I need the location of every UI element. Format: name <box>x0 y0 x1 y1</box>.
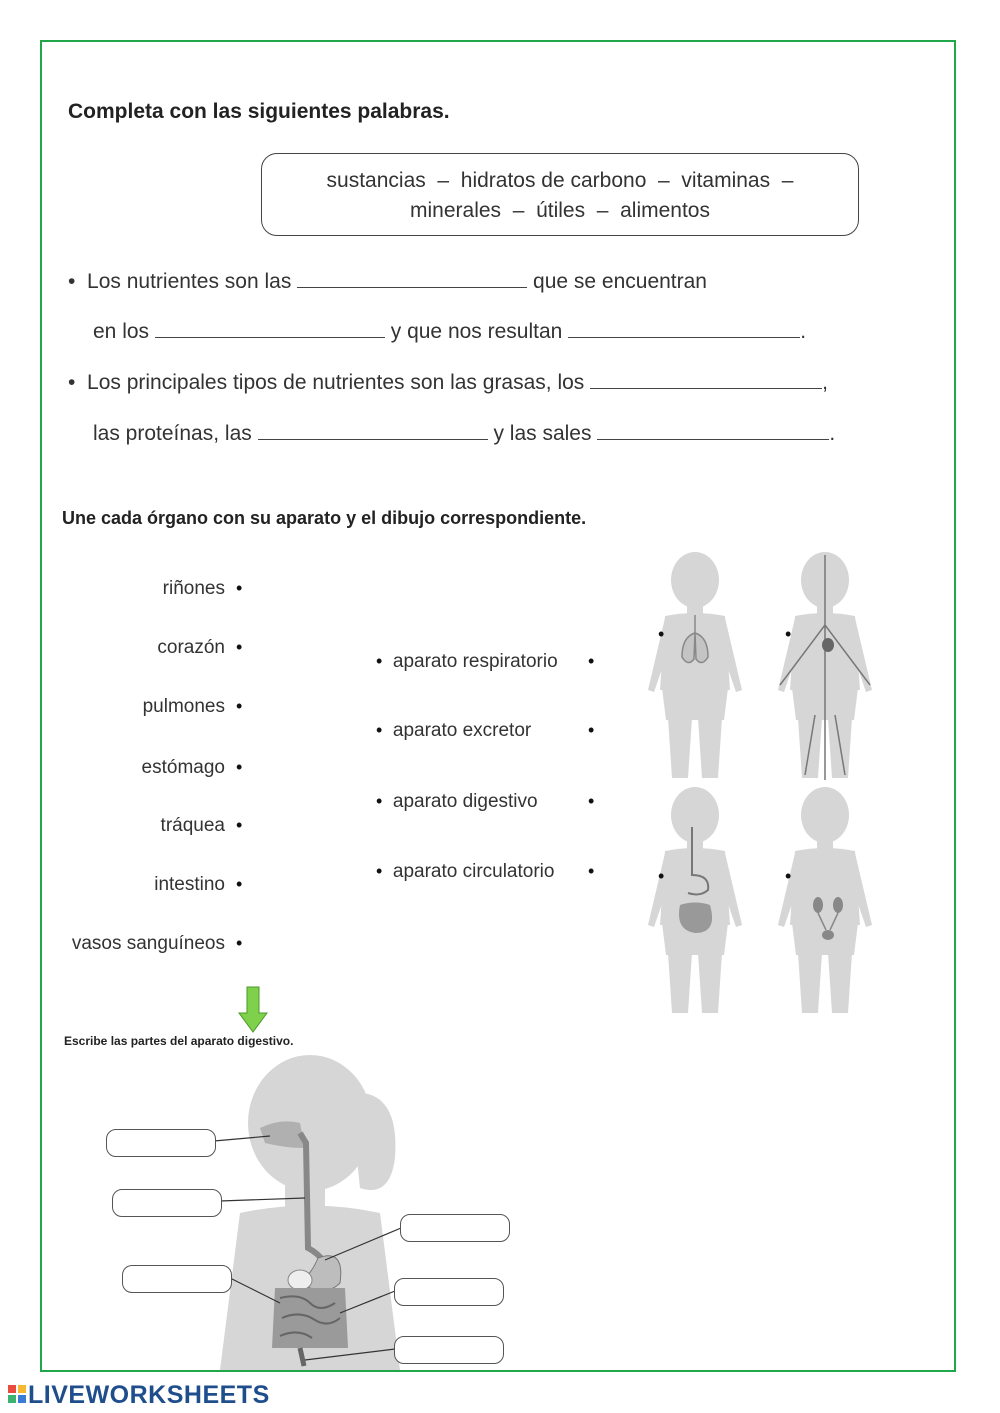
organ-label: vasos sanguíneos <box>71 933 225 954</box>
label-box-estomago[interactable] <box>400 1214 510 1242</box>
organ-vasos-sanguineos[interactable] <box>25 933 225 955</box>
organ-label: intestino <box>154 874 225 895</box>
organ-corazon[interactable] <box>25 637 225 659</box>
liveworksheets-logo[interactable] <box>8 1381 270 1409</box>
excretory-body-figure <box>778 787 872 1013</box>
apparatus-circulatorio <box>376 861 554 883</box>
sentence-text: , <box>822 371 828 394</box>
section3-title: Escribe las partes del aparato digestivo. <box>64 1034 294 1048</box>
sentence-text: las proteínas, las <box>93 422 252 445</box>
sentence-1-line-1 <box>68 270 707 294</box>
apparatus-label: aparato respiratorio <box>392 651 558 672</box>
label-box-intestino-delgado[interactable] <box>394 1278 504 1306</box>
blank-alimentos[interactable] <box>155 336 385 338</box>
organ-dot-2[interactable]: • <box>236 637 243 657</box>
organ-dot-7[interactable]: • <box>236 933 243 953</box>
sentence-2-line-2 <box>93 422 835 446</box>
sentence-1-line-2 <box>93 320 806 344</box>
sentence-text: . <box>829 422 836 445</box>
apparatus-label: aparato excretor <box>392 720 532 741</box>
sentence-2-line-1 <box>68 371 828 395</box>
apparatus-label: aparato circulatorio <box>392 861 555 882</box>
label-box-intestino-grueso[interactable] <box>122 1265 232 1293</box>
blank-sustancias[interactable] <box>297 286 527 288</box>
organ-label: tráquea <box>160 815 225 836</box>
figure-dot-circulatory[interactable]: • <box>785 624 792 644</box>
organ-label: pulmones <box>142 696 225 717</box>
circulatory-body-figure <box>778 552 872 780</box>
sentence-text: que se encuentran <box>533 270 707 293</box>
organ-intestino[interactable] <box>25 874 225 896</box>
organ-estomago[interactable] <box>25 757 225 779</box>
blank-vitaminas[interactable] <box>258 438 488 440</box>
sentence-text: en los <box>93 320 150 343</box>
digestive-system-diagram <box>200 1048 500 1370</box>
figure-dot-excretory[interactable]: • <box>785 866 792 886</box>
organ-label: corazón <box>157 637 225 658</box>
apparatus-dot-right-2[interactable]: • <box>588 720 595 740</box>
blank-hidratos[interactable] <box>590 387 822 389</box>
apparatus-label: aparato digestivo <box>392 791 538 812</box>
section1-title: Completa con las siguientes palabras. <box>68 100 450 123</box>
figure-dot-digestive[interactable]: • <box>658 866 665 886</box>
organ-label: riñones <box>162 578 225 599</box>
apparatus-dot-right-4[interactable]: • <box>588 861 595 881</box>
arrow-down-icon <box>238 985 268 1035</box>
sentence-text: . <box>800 320 807 343</box>
figure-dot-respiratory[interactable]: • <box>658 624 665 644</box>
respiratory-body-figure <box>648 552 742 778</box>
bullet: • <box>68 371 76 394</box>
label-box-esofago[interactable] <box>112 1189 222 1217</box>
organ-rinones[interactable] <box>25 578 225 600</box>
apparatus-excretor <box>376 720 531 742</box>
section2-title: Une cada órgano con su aparato y el dibujo correspondiente. <box>62 508 587 528</box>
organ-dot-4[interactable]: • <box>236 757 243 777</box>
word-bank-box <box>261 153 859 236</box>
organ-traquea[interactable] <box>25 815 225 837</box>
organ-dot-1[interactable]: • <box>236 578 243 598</box>
label-box-boca[interactable] <box>106 1129 216 1157</box>
organ-pulmones[interactable] <box>25 696 225 718</box>
logo-text: LIVEWORKSHEETS <box>28 1381 270 1409</box>
apparatus-respiratorio <box>376 651 558 673</box>
apparatus-dot-right-1[interactable]: • <box>588 651 595 671</box>
apparatus-dot-left[interactable]: • <box>376 861 383 881</box>
apparatus-dot-left[interactable]: • <box>376 651 383 671</box>
apparatus-dot-right-3[interactable]: • <box>588 791 595 811</box>
bullet: • <box>68 270 76 293</box>
organ-label: estómago <box>141 757 225 778</box>
apparatus-dot-left[interactable]: • <box>376 791 383 811</box>
organ-dot-6[interactable]: • <box>236 874 243 894</box>
apparatus-dot-left[interactable]: • <box>376 720 383 740</box>
blank-minerales[interactable] <box>597 438 829 440</box>
sentence-text: y que nos resultan <box>390 320 563 343</box>
blank-utiles[interactable] <box>568 336 800 338</box>
logo-grid-icon <box>8 1385 28 1405</box>
sentence-text: Los nutrientes son las <box>87 270 292 293</box>
apparatus-digestivo <box>376 791 538 813</box>
word-bank-line-1: sustancias – hidratos de carbono – vitaminas – <box>326 169 794 192</box>
body-figures <box>640 545 890 1015</box>
word-bank-line-2: minerales – útiles – alimentos <box>410 199 710 222</box>
organ-dot-5[interactable]: • <box>236 815 243 835</box>
label-box-ano[interactable] <box>394 1336 504 1364</box>
sentence-text: y las sales <box>493 422 592 445</box>
digestive-body-figure <box>648 787 742 1013</box>
sentence-text: Los principales tipos de nutrientes son las grasas, los <box>87 371 585 394</box>
organ-dot-3[interactable]: • <box>236 696 243 716</box>
